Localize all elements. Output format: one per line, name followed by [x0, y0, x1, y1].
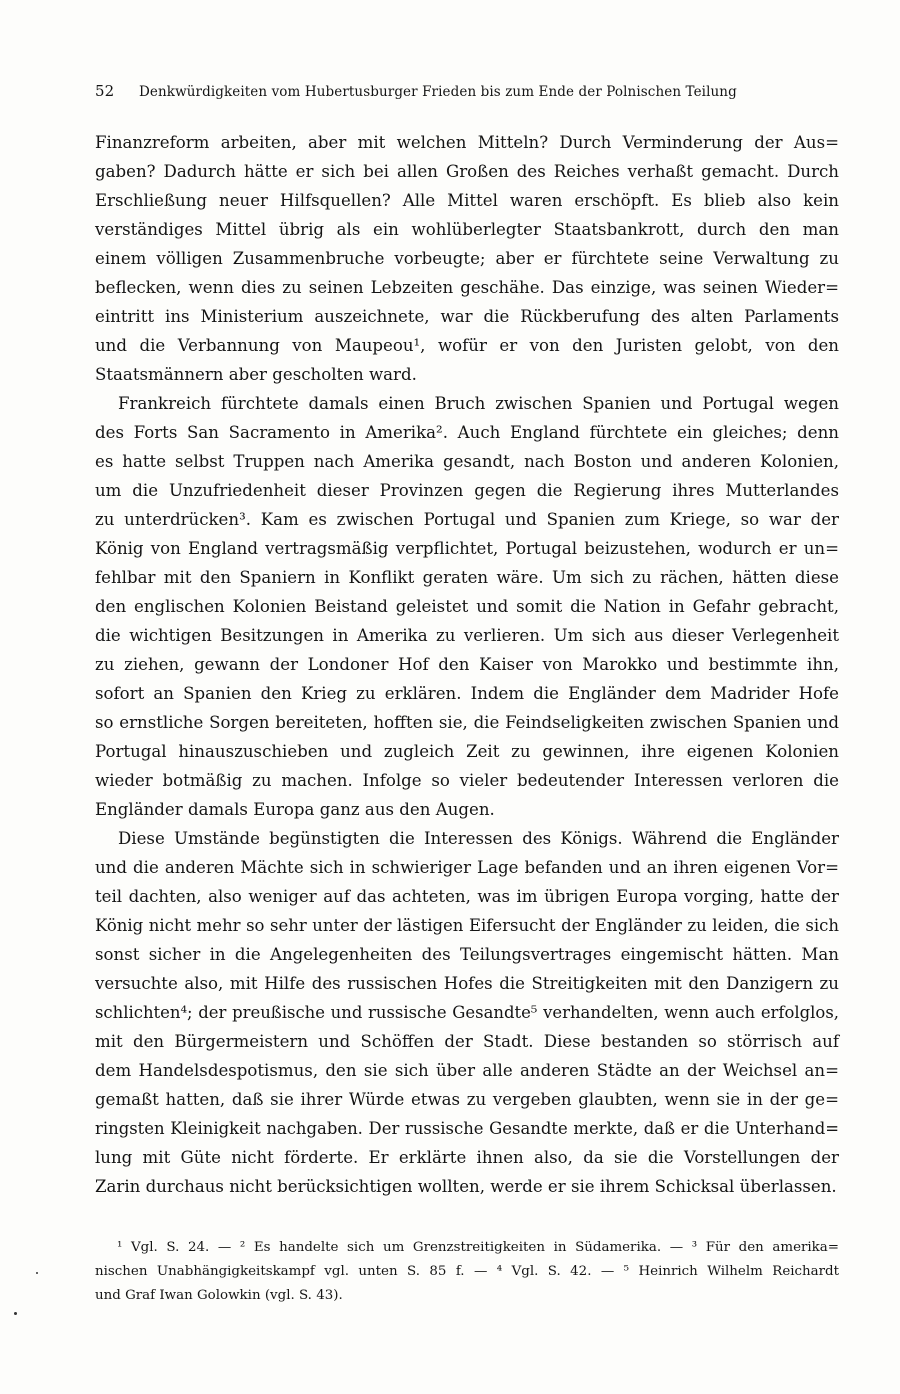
paper-speck [14, 1312, 17, 1315]
paragraph [95, 128, 839, 389]
paragraph [95, 824, 839, 1201]
text-line: Staatsmännern aber gescholten ward. [95, 365, 417, 384]
text-line: fehlbar mit den Spaniern in Konflikt geraten wäre. Um sich zu rächen, hätten diese [95, 568, 839, 587]
text-line: um die Unzufriedenheit dieser Provinzen gegen die Regierung ihres Mutterlandes [95, 481, 839, 500]
text-line: sofort an Spanien den Krieg zu erklären. Indem die Engländer dem Madrider Hofe [95, 684, 839, 703]
text-line: verständiges Mittel übrig als ein wohlüberlegter Staatsbankrott, durch den man [95, 220, 839, 239]
text-line: des Forts San Sacramento in Amerika². Auch England fürchtete ein gleiches; denn [95, 423, 839, 442]
footnote-line: nischen Unabhängigkeitskampf vgl. unten S. 85 f. — ⁴ Vgl. S. 42. — ⁵ Heinrich Wilhelm Reichardt [95, 1264, 839, 1279]
text-line: sonst sicher in die Angelegenheiten des Teilungsvertrages eingemischt hätten. Man [95, 945, 839, 964]
text-line: Portugal hinauszuschieben und zugleich Zeit zu gewinnen, ihre eigenen Kolonien [95, 742, 839, 761]
text-line: gaben? Dadurch hätte er sich bei allen Großen des Reiches verhaßt gemacht. Durch [95, 162, 839, 181]
text-line: schlichten⁴; der preußische und russische Gesandte⁵ verhandelten, wenn auch erfolglos, [95, 1003, 839, 1022]
text-line: König nicht mehr so sehr unter der lästigen Eifersucht der Engländer zu leiden, die sich [95, 916, 839, 935]
text-line: ringsten Kleinigkeit nachgaben. Der russische Gesandte merkte, daß er die Unterhand= [95, 1119, 839, 1138]
text-line: Frankreich fürchtete damals einen Bruch zwischen Spanien und Portugal wegen [118, 394, 839, 413]
text-line: gemaßt hatten, daß sie ihrer Würde etwas zu vergeben glaubten, wenn sie in der ge= [95, 1090, 839, 1109]
text-line: lung mit Güte nicht förderte. Er erklärte ihnen also, da sie die Vorstellungen der [95, 1148, 839, 1167]
text-line: beflecken, wenn dies zu seinen Lebzeiten geschähe. Das einzige, was seinen Wieder= [95, 278, 839, 297]
text-line: eintritt ins Ministerium auszeichnete, war die Rückberufung des alten Parlaments [95, 307, 839, 326]
text-line: Zarin durchaus nicht berücksichtigen wollten, werde er sie ihrem Schicksal überlassen. [95, 1177, 837, 1196]
running-head-title: Denkwürdigkeiten vom Hubertusburger Frieden bis zum Ende der Polnischen Teilung [139, 84, 737, 100]
paper-speck [36, 1272, 38, 1274]
footnote-line: ¹ Vgl. S. 24. — ² Es handelte sich um Grenzstreitigkeiten in Südamerika. — ³ Für den amerika= [117, 1240, 839, 1255]
text-line: es hatte selbst Truppen nach Amerika gesandt, nach Boston und anderen Kolonien, [95, 452, 839, 471]
footnote-line: und Graf Iwan Golowkin (vgl. S. 43). [95, 1288, 343, 1303]
text-line: wieder botmäßig zu machen. Infolge so vieler bedeutender Interessen verloren die [95, 771, 839, 790]
text-line: zu unterdrücken³. Kam es zwischen Portugal und Spanien zum Kriege, so war der [95, 510, 839, 529]
text-line: so ernstliche Sorgen bereiteten, hofften sie, die Feindseligkeiten zwischen Spanien und [95, 713, 839, 732]
footnotes [95, 1236, 839, 1308]
text-line: teil dachten, also weniger auf das achteten, was im übrigen Europa vorging, hatte der [95, 887, 839, 906]
text-line: König von England vertragsmäßig verpflichtet, Portugal beizustehen, wodurch er un= [95, 539, 839, 558]
text-line: einem völligen Zusammenbruche vorbeugte; aber er fürchtete seine Verwaltung zu [95, 249, 839, 268]
text-line: zu ziehen, gewann der Londoner Hof den Kaiser von Marokko und bestimmte ihn, [95, 655, 839, 674]
text-line: und die anderen Mächte sich in schwieriger Lage befanden und an ihren eigenen Vor= [95, 858, 839, 877]
text-line: und die Verbannung von Maupeou¹, wofür er von den Juristen gelobt, von den [95, 336, 839, 355]
text-line: Diese Umstände begünstigten die Interessen des Königs. Während die Engländer [118, 829, 839, 848]
text-line: den englischen Kolonien Beistand geleistet und somit die Nation in Gefahr gebracht, [95, 597, 839, 616]
text-line: mit den Bürgermeistern und Schöffen der Stadt. Diese bestanden so störrisch auf [95, 1032, 839, 1051]
body-text [95, 128, 839, 1201]
text-line: versuchte also, mit Hilfe des russischen Hofes die Streitigkeiten mit den Danzigern zu [95, 974, 839, 993]
paragraph [95, 389, 839, 824]
text-line: Erschließung neuer Hilfsquellen? Alle Mittel waren erschöpft. Es blieb also kein [95, 191, 839, 210]
text-line: dem Handelsdespotismus, den sie sich über alle anderen Städte an der Weichsel an= [95, 1061, 839, 1080]
text-line: die wichtigen Besitzungen in Amerika zu verlieren. Um sich aus dieser Verlegenheit [95, 626, 839, 645]
text-line: Finanzreform arbeiten, aber mit welchen Mitteln? Durch Verminderung der Aus= [95, 133, 839, 152]
page-number: 52 [95, 82, 115, 100]
running-head [95, 82, 815, 100]
text-line: Engländer damals Europa ganz aus den Augen. [95, 800, 495, 819]
